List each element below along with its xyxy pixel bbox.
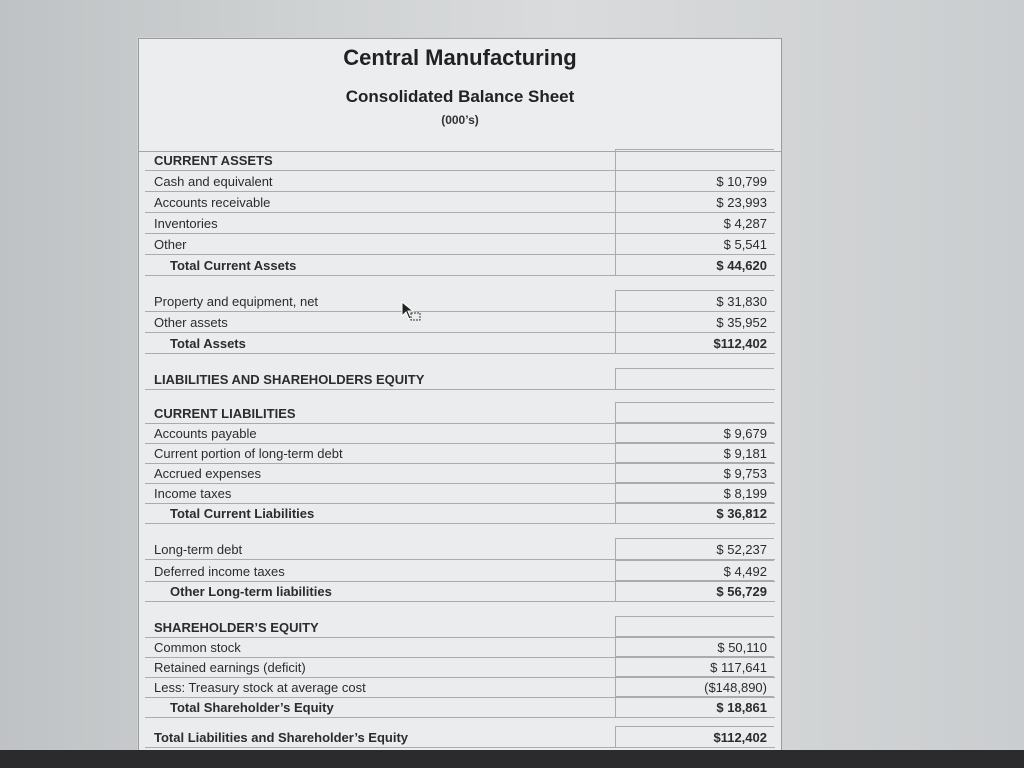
row-value: $ 117,641	[710, 660, 767, 675]
row-label: CURRENT ASSETS	[154, 153, 273, 168]
table-row	[145, 312, 775, 333]
row-label: Property and equipment, net	[154, 294, 319, 309]
row-value: $ 36,812	[716, 506, 767, 521]
table-row	[145, 255, 775, 276]
row-label: Other assets	[154, 315, 228, 330]
row-value: $ 52,237	[716, 542, 767, 557]
document-header	[139, 39, 781, 152]
row-label: Accounts receivable	[154, 195, 271, 210]
row-value: $ 9,679	[723, 426, 767, 441]
mouse-pointer-icon	[400, 300, 424, 324]
table-row	[145, 657, 775, 678]
table-row	[145, 503, 775, 524]
table-row	[145, 581, 775, 602]
table-row	[145, 423, 775, 444]
row-label: Deferred income taxes	[154, 564, 285, 579]
table-row	[145, 192, 775, 213]
row-label: Inventories	[154, 216, 218, 231]
row-value: $ 9,753	[723, 466, 767, 481]
table-row	[145, 561, 775, 582]
table-row	[145, 539, 775, 560]
table-row	[145, 213, 775, 234]
row-value: $112,402	[713, 336, 767, 351]
row-label: Common stock	[154, 640, 241, 655]
row-label: CURRENT LIABILITIES	[154, 406, 296, 421]
row-value: $ 31,830	[716, 294, 767, 309]
row-value: $ 4,492	[723, 564, 767, 579]
value-cell	[615, 402, 774, 423]
table-row	[145, 637, 775, 658]
row-value: $ 10,799	[716, 174, 767, 189]
value-cell	[615, 616, 774, 637]
row-label: Current portion of long-term debt	[154, 446, 343, 461]
row-value: $ 23,993	[716, 195, 767, 210]
row-value: $ 50,110	[717, 640, 767, 655]
row-label: Less: Treasury stock at average cost	[154, 680, 366, 695]
row-label: SHAREHOLDER’S EQUITY	[154, 620, 319, 635]
company-name: Central Manufacturing	[343, 45, 577, 70]
table-row	[145, 677, 775, 698]
table-row	[145, 234, 775, 255]
row-label: LIABILITIES AND SHAREHOLDERS EQUITY	[154, 372, 425, 387]
row-label: Total Shareholder’s Equity	[170, 700, 334, 715]
table-row	[145, 403, 775, 424]
row-value: $ 4,287	[723, 216, 767, 231]
row-value: $ 56,729	[716, 584, 767, 599]
row-label: Long-term debt	[154, 542, 243, 557]
row-value: $ 18,861	[716, 700, 767, 715]
row-label: Total Liabilities and Shareholder’s Equity	[154, 730, 409, 745]
row-value: $ 8,199	[723, 486, 767, 501]
row-value: $ 5,541	[723, 237, 767, 252]
table-row	[145, 443, 775, 464]
table-row	[145, 617, 775, 638]
table-row	[145, 697, 775, 718]
row-label: Income taxes	[154, 486, 232, 501]
row-label: Other	[154, 237, 187, 252]
row-label: Accrued expenses	[154, 466, 261, 481]
units-note: (000’s)	[441, 113, 479, 127]
row-value: ($148,890)	[704, 680, 767, 695]
table-row	[145, 291, 775, 312]
row-value: $ 9,181	[723, 446, 767, 461]
table-row	[145, 333, 775, 354]
value-cell	[615, 368, 774, 389]
row-label: Retained earnings (deficit)	[154, 660, 306, 675]
table-row	[145, 171, 775, 192]
row-label: Total Current Assets	[170, 258, 297, 273]
row-label: Total Assets	[170, 336, 246, 351]
row-label: Total Current Liabilities	[170, 506, 315, 521]
table-row	[145, 727, 775, 748]
row-value: $ 35,952	[716, 315, 767, 330]
table-row	[145, 463, 775, 484]
row-label: Other Long-term liabilities	[170, 584, 332, 599]
table-row	[145, 150, 775, 171]
row-value: $ 44,620	[716, 258, 767, 273]
document-title: Consolidated Balance Sheet	[345, 87, 575, 106]
table-row	[145, 369, 775, 390]
row-label: Accounts payable	[154, 426, 257, 441]
row-value: $112,402	[713, 730, 767, 745]
table-row	[145, 483, 775, 504]
row-label: Cash and equivalent	[154, 174, 273, 189]
monitor-bezel	[0, 750, 1024, 768]
balance-sheet-page	[138, 38, 782, 752]
value-cell	[615, 149, 774, 170]
